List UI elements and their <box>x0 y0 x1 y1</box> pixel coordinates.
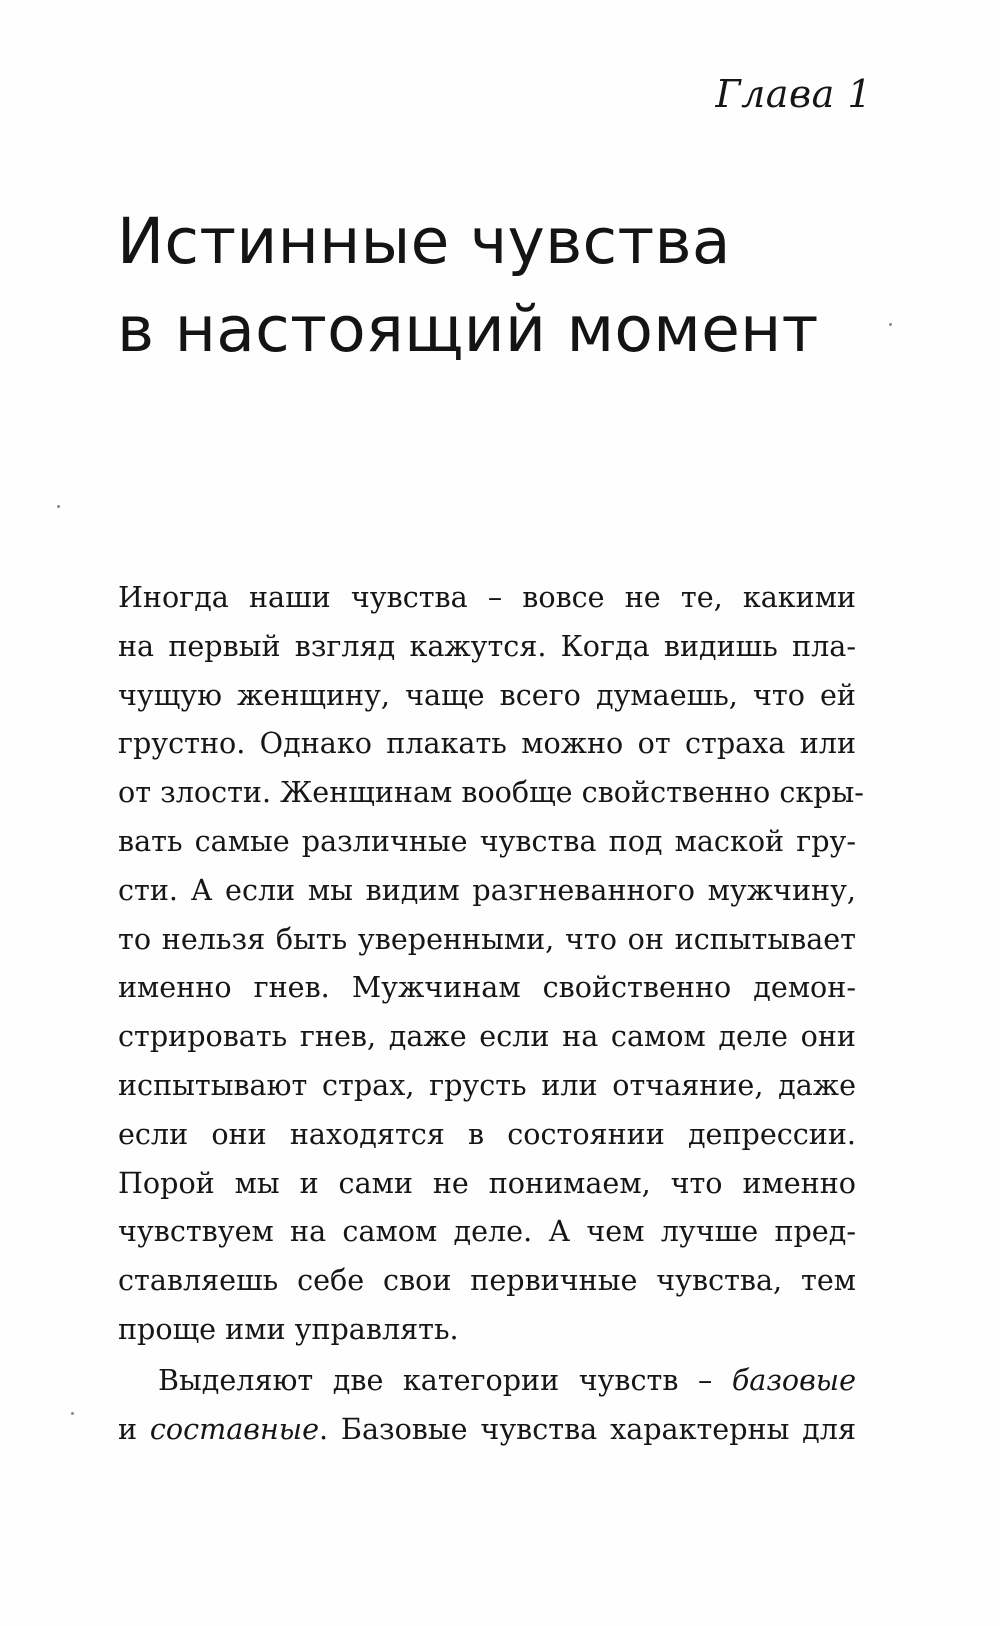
text-line <box>118 1356 856 1405</box>
emphasis-base: базовые <box>731 1362 856 1397</box>
chapter-label: Глава 1 <box>715 72 872 116</box>
text-line: ставляешь себе свои первичные чувства, тем <box>118 1263 856 1298</box>
text-line: чущую женщину, чаще всего думаешь, что ей <box>118 677 856 712</box>
text-line: то нельзя быть уверенными, что он испытывает <box>118 921 856 956</box>
text-line: испытывают страх, грусть или отчаяние, даже <box>118 1067 856 1102</box>
text-line: от злости. Женщинам вообще свойственно скры- <box>118 775 864 810</box>
text-run: и <box>118 1411 150 1446</box>
text-line <box>118 1405 856 1454</box>
emphasis-composite: составные <box>149 1411 319 1446</box>
print-speck <box>57 505 60 508</box>
text-line: если они находятся в состоянии депрессии. <box>118 1116 856 1151</box>
text-line: Иногда наши чувства – вовсе не те, какими <box>118 580 856 614</box>
print-speck <box>71 1412 74 1415</box>
paragraph-2 <box>118 1356 856 1454</box>
text-line: сти. А если мы видим разгневанного мужчину, <box>118 872 856 907</box>
text-line: Порой мы и сами не понимаем, что именно <box>118 1165 856 1200</box>
chapter-title-line-1: Истинные чувства <box>117 205 731 278</box>
text-line: грустно. Однако плакать можно от страха или <box>118 726 856 761</box>
chapter-title <box>117 198 819 374</box>
text-run: Выделяют две категории чувств – <box>158 1362 732 1397</box>
text-line: чувствуем на самом деле. А чем лучше пред- <box>118 1214 856 1249</box>
text-line: проще ими управлять. <box>118 1311 459 1346</box>
chapter-title-line-2: в настоящий момент <box>117 293 819 366</box>
body-text <box>118 573 864 1453</box>
text-line: на первый взгляд кажутся. Когда видишь пла- <box>118 628 856 663</box>
paragraph-1 <box>118 573 864 1354</box>
text-line: вать самые различные чувства под маской гру- <box>118 823 856 858</box>
text-line: стрировать гнев, даже если на самом деле они <box>118 1019 856 1054</box>
text-run: . Базовые чувства характерны для <box>319 1411 856 1446</box>
text-line: именно гнев. Мужчинам свойственно демон- <box>118 970 856 1005</box>
print-speck <box>889 323 892 326</box>
